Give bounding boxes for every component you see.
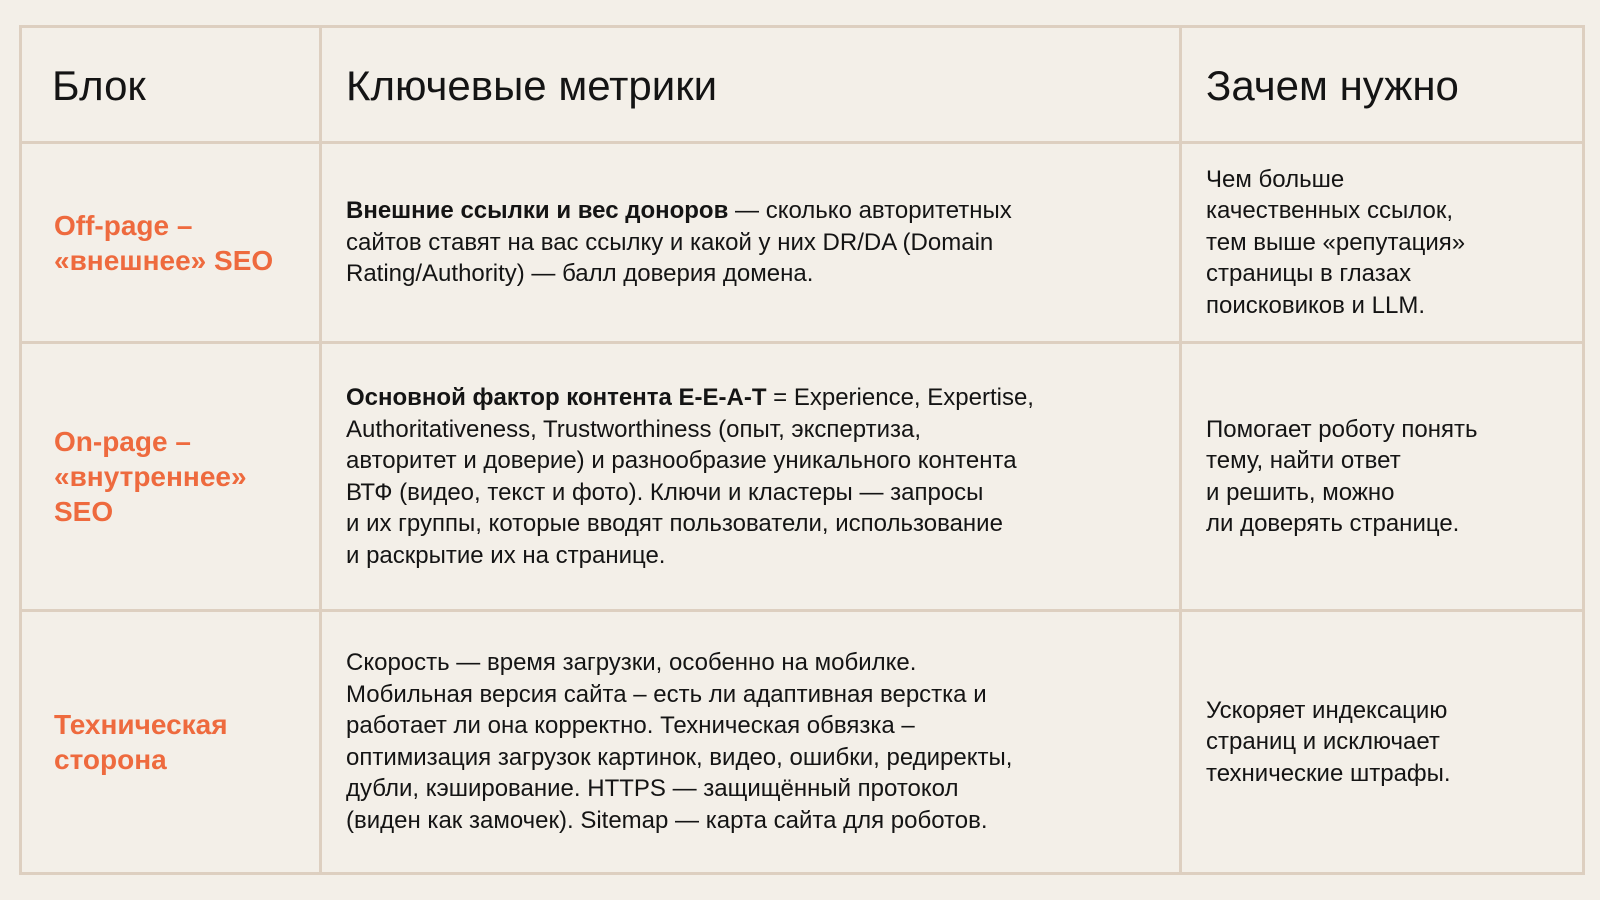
block-label-line: SEO <box>54 496 114 528</box>
why-line: тем выше «репутация» <box>1206 228 1466 256</box>
metrics-line: работает ли она корректно. Техническая обвязка – <box>346 712 915 740</box>
why-line: и решить, можно <box>1206 478 1395 506</box>
metrics-line: (виден как замочек). Sitemap — карта сайта для роботов. <box>346 806 988 834</box>
why-line: Ускоряет индексацию <box>1206 696 1448 724</box>
why-line: страницы в глазах <box>1206 260 1412 288</box>
why-line: Чем больше <box>1206 165 1345 193</box>
block-label-line: сторона <box>54 743 167 775</box>
metrics-text: — сколько авторитетных <box>728 197 1012 225</box>
why-line: качественных ссылок, <box>1206 197 1453 225</box>
metrics-line: Authoritativeness, Trustworthiness (опыт, экспертиза, <box>346 415 922 443</box>
metrics-cell <box>321 142 1181 343</box>
metrics-cell <box>321 343 1181 610</box>
why-line: Помогает роботу понять <box>1206 415 1478 443</box>
why-line: тему, найти ответ <box>1206 447 1401 475</box>
table-row-off-page <box>21 142 1584 343</box>
why-line: страниц и исключает <box>1206 728 1440 756</box>
block-cell <box>21 142 321 343</box>
why-cell <box>1181 142 1584 343</box>
block-label-line: Техническая <box>54 708 228 740</box>
metrics-text: = Experience, Expertise, <box>766 384 1034 412</box>
why-cell <box>1181 610 1584 873</box>
why-line: ли доверять странице. <box>1206 510 1460 538</box>
metrics-cell <box>321 610 1181 873</box>
metrics-line: ВТФ (видео, текст и фото). Ключи и кластеры — запросы <box>346 478 984 506</box>
why-line: поисковиков и LLM. <box>1206 291 1425 319</box>
table-header-row <box>21 27 1584 143</box>
block-label-line: «внешнее» SEO <box>54 244 274 276</box>
metrics-bold-term: Основной фактор контента E-E-A-T <box>346 384 767 412</box>
block-label-line: «внутреннее» <box>54 461 247 493</box>
why-line: технические штрафы. <box>1206 759 1451 787</box>
metrics-line: и их группы, которые вводят пользователи, использование <box>346 510 1003 538</box>
why-cell <box>1181 343 1584 610</box>
block-label-line: Off-page – <box>54 209 193 241</box>
metrics-line: авторитет и доверие) и разнообразие уникального контента <box>346 447 1017 475</box>
block-cell <box>21 343 321 610</box>
table-row-technical <box>21 610 1584 873</box>
block-label-line: On-page – <box>54 426 191 458</box>
header-metrics: Ключевые метрики <box>321 27 1181 143</box>
metrics-line <box>346 382 1159 414</box>
header-block: Блок <box>21 27 321 143</box>
metrics-line: оптимизация загрузок картинок, видео, ошибки, редиректы, <box>346 743 1013 771</box>
metrics-bold-term: Внешние ссылки и вес доноров <box>346 197 729 225</box>
metrics-line: Скорость — время загрузки, особенно на мобилке. <box>346 649 917 677</box>
metrics-line: и раскрытие их на странице. <box>346 541 666 569</box>
table-row-on-page <box>21 343 1584 610</box>
metrics-line: сайтов ставят на вас ссылку и какой у них DR/DA (Domain <box>346 228 994 256</box>
metrics-line: Мобильная версия сайта – есть ли адаптивная верстка и <box>346 680 987 708</box>
metrics-line: Rating/Authority) — балл доверия домена. <box>346 260 814 288</box>
metrics-line <box>346 195 1159 227</box>
metrics-line: дубли, кэширование. HTTPS — защищённый протокол <box>346 775 959 803</box>
block-cell <box>21 610 321 873</box>
seo-table <box>19 25 1585 875</box>
header-why: Зачем нужно <box>1181 27 1584 143</box>
